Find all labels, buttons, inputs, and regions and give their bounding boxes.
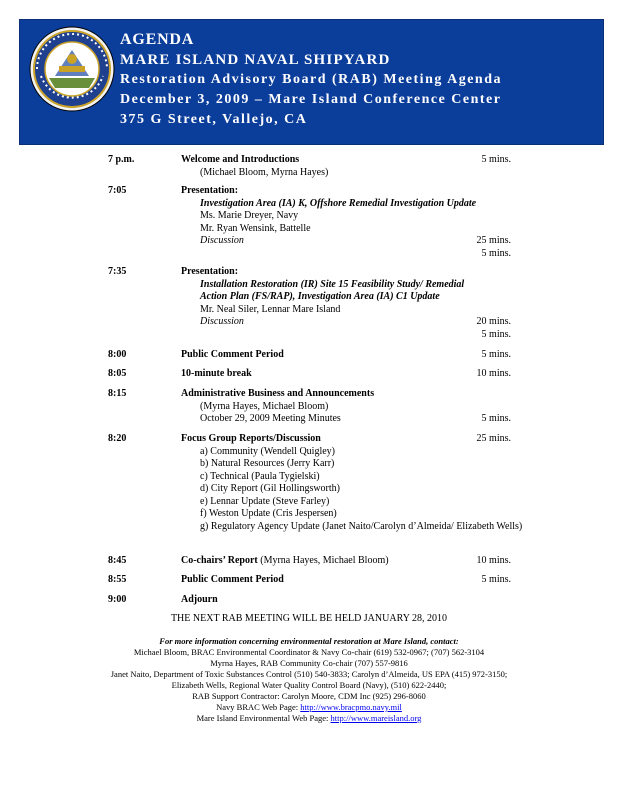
header-address: 375 G Street, Vallejo, CA [120,112,308,127]
header-meeting-title: Restoration Advisory Board (RAB) Meeting Agenda [120,72,502,87]
footer-contact-line: Janet Naito, Department of Toxic Substances Control (510) 540-3833; Carolyn d’Almeida, US EPA (415) 972-3150; [110,669,508,679]
agenda-time: 8:15 [108,388,127,399]
agenda-item-title: Presentation: [181,266,239,277]
agenda-time: 7 p.m. [108,154,135,165]
agenda-duration: 25 mins. [476,235,511,246]
navy-brac-link[interactable]: http://www.bracpmo.navy.mil [300,702,402,712]
agenda-item-title: Focus Group Reports/Discussion [181,433,321,444]
agenda-duration: 10 mins. [476,555,511,566]
agenda-time: 8:05 [108,368,127,379]
agenda-duration: 5 mins. [481,154,511,165]
agenda-duration: 5 mins. [481,349,511,360]
focus-group-report: g) Regulatory Agency Update (Janet Naito/Carolyn d’Almeida/ Elizabeth Wells) [200,520,523,532]
focus-group-report: f) Weston Update (Cris Jespersen) [200,508,337,519]
agenda-item-title: 10-minute break [181,368,252,379]
contact-footer [30,636,588,724]
agenda-duration: 5 mins. [481,413,511,424]
footer-contact-line: RAB Support Contractor: Carolyn Moore, CDM Inc (925) 296-8060 [192,691,426,701]
footer-contact-line: Michael Bloom, BRAC Environmental Coordinator & Navy Co-chair (619) 532-0967; (707) 562-3104 [133,647,485,657]
agenda-item-public-comment-2 [181,574,481,587]
presenter: Mr. Neal Siler, Lennar Mare Island [200,303,341,315]
agenda-item-detail: (Myrna Hayes, Michael Bloom) [257,555,389,566]
presentation-topic: Installation Restoration (IR) Site 15 Feasibility Study/ Remedial Action Plan (FS/RAP), Investigation Area (IA) C1 Update [200,278,465,302]
discussion-label: Discussion [200,235,244,246]
agenda-item-focus-groups [181,433,526,533]
agenda-item-detail: October 29, 2009 Meeting Minutes [200,413,341,424]
agenda-duration: 25 mins. [476,433,511,444]
agenda-item-title: Administrative Business and Announcements [181,388,375,399]
focus-group-report: a) Community (Wendell Quigley) [200,445,335,457]
focus-group-report: c) Technical (Paula Tygielski) [200,470,320,482]
agenda-item-title: Public Comment Period [181,349,284,360]
agenda-item-presentation-ia-k [181,185,481,248]
agenda-duration: 5 mins. [481,574,511,585]
mare-island-link[interactable]: http://www.mareisland.org [330,713,422,723]
agenda-item-title: Co-chairs’ Report [181,555,258,566]
footer-mare-web-line [30,713,588,724]
footer-heading: For more information concerning environmental restoration at Mare Island, contact: [159,636,459,646]
footer-contact-line: Myrna Hayes, RAB Community Co-chair (707) 557-9816 [210,658,408,668]
agenda-duration: 5 mins. [481,328,511,340]
agenda-item-detail: (Michael Bloom, Myrna Hayes) [200,166,329,178]
agenda-duration: 20 mins. [476,316,511,327]
presentation-topic: Investigation Area (IA) K, Offshore Remedial Investigation Update [200,197,477,209]
focus-group-report: e) Lennar Update (Steve Farley) [200,495,330,507]
agenda-duration: 5 mins. [481,247,511,259]
focus-group-report: b) Natural Resources (Jerry Karr) [200,458,335,469]
agenda-item-title: Welcome and Introductions [181,154,300,165]
agenda-item-detail: (Myrna Hayes, Michael Bloom) [200,400,329,412]
footer-navy-web-line [30,702,588,713]
agenda-time: 8:20 [108,433,127,444]
presenter: Mr. Ryan Wensink, Battelle [200,222,311,234]
agenda-item-cochairs-report [181,555,481,568]
next-meeting-notice: THE NEXT RAB MEETING WILL BE HELD JANUARY 28, 2010 [170,613,448,624]
focus-group-report: d) City Report (Gil Hollingsworth) [200,483,340,494]
agenda-time: 8:00 [108,349,127,360]
agenda-item-title: Public Comment Period [181,574,284,585]
header-organization: MARE ISLAND NAVAL SHIPYARD [120,52,391,68]
footer-contact-line: Elizabeth Wells, Regional Water Quality Control Board (Navy), (510) 622-2440; [171,680,447,690]
agenda-time: 9:00 [108,594,127,605]
agenda-time: 7:35 [108,266,127,277]
agenda-item-title: Adjourn [181,594,218,605]
agenda-item-public-comment [181,349,481,362]
agenda-item-welcome [181,154,481,179]
agenda-item-break [181,368,481,381]
agenda-duration: 10 mins. [476,368,511,379]
header-date-location: December 3, 2009 – Mare Island Conference Center [120,92,502,107]
agenda-item-title: Presentation: [181,185,239,196]
discussion-label: Discussion [200,316,244,327]
agenda-time: 8:55 [108,574,127,585]
agenda-item-adjourn [181,594,481,607]
navy-web-label: Navy BRAC Web Page: [216,702,301,712]
mare-web-label: Mare Island Environmental Web Page: [196,713,331,723]
agenda-item-presentation-ir-15 [181,266,481,329]
agenda-time: 8:45 [108,555,127,566]
header-agenda-title: AGENDA [120,31,195,48]
presenter: Ms. Marie Dreyer, Navy [200,210,299,221]
agenda-time: 7:05 [108,185,127,196]
agenda-item-admin-business [181,388,481,426]
